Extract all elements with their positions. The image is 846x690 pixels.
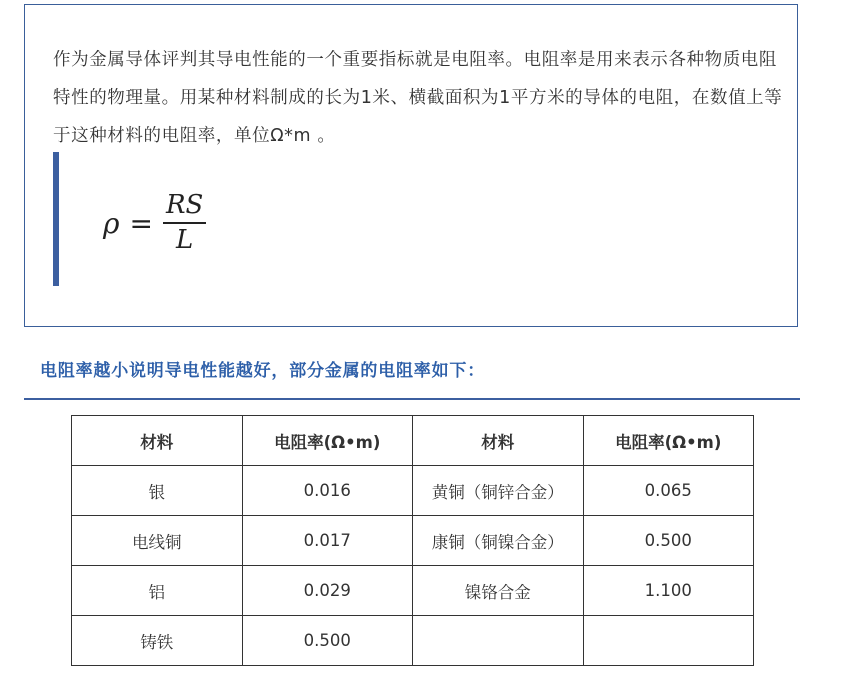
table-cell-empty [413, 616, 584, 666]
intro-paragraph: 作为金属导体评判其导电性能的一个重要指标就是电阻率。电阻率是用来表示各种物质电阻特性的物理量。用某种材料制成的长为1米、横截面积为1平方米的导体的电阻，在数值上等于这种材料的电阻率，单位Ω*m 。 [53, 50, 783, 146]
table-cell: 铸铁 [72, 616, 243, 666]
header-material-2: 材料 [413, 416, 584, 466]
header-resistivity-2: 电阻率(Ω•m) [583, 416, 754, 466]
formula-denominator: L [176, 225, 194, 255]
table-row [72, 566, 754, 616]
formula-accent-bar [53, 152, 59, 286]
table-row [72, 516, 754, 566]
formula-block [53, 152, 353, 286]
section-heading: 电阻率越小说明导电性能越好，部分金属的电阻率如下： [40, 361, 485, 381]
formula-fraction [163, 190, 206, 256]
formula-numerator: RS [163, 190, 206, 224]
table-cell: 0.016 [242, 466, 413, 516]
intro-box [24, 4, 798, 327]
formula-equals: = [129, 206, 153, 240]
table-cell: 黄铜（铜锌合金） [413, 466, 584, 516]
table-header-row [72, 416, 754, 466]
table-row [72, 616, 754, 666]
table-cell: 0.029 [242, 566, 413, 616]
header-resistivity-1: 电阻率(Ω•m) [242, 416, 413, 466]
table-cell: 电线铜 [72, 516, 243, 566]
table-cell: 0.500 [583, 516, 754, 566]
resistivity-formula [103, 190, 206, 256]
table-cell: 康铜（铜镍合金） [413, 516, 584, 566]
section-divider [24, 398, 800, 400]
table-cell: 1.100 [583, 566, 754, 616]
header-material-1: 材料 [72, 416, 243, 466]
formula-rho: ρ [103, 206, 120, 240]
table-cell: 镍铬合金 [413, 566, 584, 616]
table-cell: 0.017 [242, 516, 413, 566]
resistivity-table [71, 415, 754, 666]
table-cell: 银 [72, 466, 243, 516]
table-cell: 铝 [72, 566, 243, 616]
table-row [72, 466, 754, 516]
table-cell-empty [583, 616, 754, 666]
table-cell: 0.500 [242, 616, 413, 666]
table-cell: 0.065 [583, 466, 754, 516]
